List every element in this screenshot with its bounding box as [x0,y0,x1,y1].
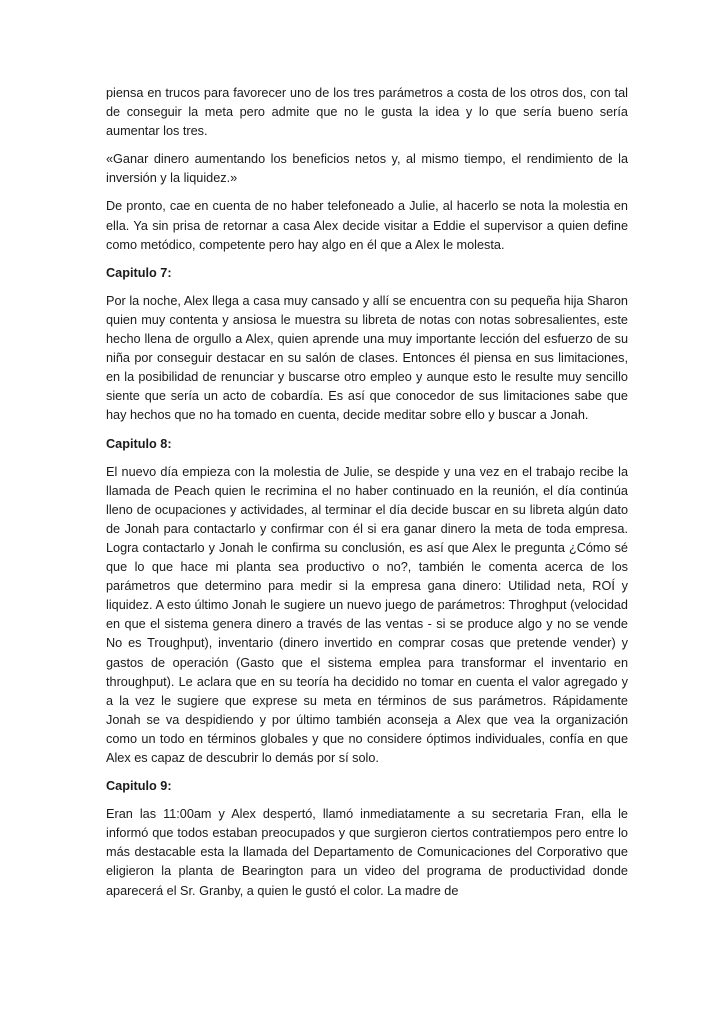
heading-capitulo-9: Capitulo 9: [106,779,172,794]
paragraph-quote-ganar-dinero: «Ganar dinero aumentando los beneficios netos y, al mismo tiempo, el rendimiento de la inversión y la liquidez.» [106,152,628,186]
heading-capitulo-8: Capitulo 8: [106,436,172,451]
document-page [106,84,628,910]
heading-capitulo-7: Capitulo 7: [106,265,172,280]
paragraph-capitulo-9: Eran las 11:00am y Alex despertó, llamó inmediatamente a su secretaria Fran, ella le informó que todos estaban preocupados y que surgieron ciertos contratiempos pero entre lo más destacable esta la llamada del Departamento de Comunicaciones del Corporativo que eligieron la planta de Bearington para un video del programa de productividad donde aparecerá el Sr. Granby, a quien le gustó el color. La madre de [106,807,628,898]
paragraph-trucos-parametros: piensa en trucos para favorecer uno de los tres parámetros a costa de los otros dos, con tal de conseguir la meta pero admite que no le gusta la idea y lo que sería bueno sería aumentar los tres. [106,86,628,139]
paragraph-capitulo-8: El nuevo día empieza con la molestia de Julie, se despide y una vez en el trabajo recibe la llamada de Peach quien le recrimina el no haber continuado en la reunión, el día continúa lleno de ocupaciones y actividades, al terminar el día decide buscar en su libreta algún dato de Jonah para contactarlo y confirmar con él si era ganar dinero la meta de toda empresa. Logra contactarlo y Jonah le confirma su conclusión, es así que Alex le pregunta ¿Cómo sé que lo que hace mi planta sea productivo o no?, también le comenta acerca de los parámetros que determino para medir si la empresa gana dinero: Utilidad neta, ROÍ y liquidez. A esto último Jonah le sugiere un nuevo juego de parámetros: Throghput (velocidad en que el sistema genera dinero a través de las ventas - si se produce algo y no se vende No es Troughput), inventario (dinero invertido en comprar cosas que pretende vender) y gastos de operación (Gasto que el sistema emplea para transformar el inventario en throughput). Le aclara que en su teoría ha decidido no tomar en cuenta el valor agregado y a la vez le sugiere que exprese su meta en términos de sus parámetros. Rápidamente Jonah se va despidiendo y por último también aconseja a Alex que vea la organización como un todo en términos globales y que no considere óptimos individuales, confía en que Alex es capaz de descubrir lo demás por sí solo. [106,464,628,765]
paragraph-telefonear-julie: De pronto, cae en cuenta de no haber telefoneado a Julie, al hacerlo se nota la molestia en ella. Ya sin prisa de retornar a casa Alex decide visitar a Eddie el supervisor a quien define como metódico, competente pero hay algo en él que a Alex le molesta. [106,199,628,252]
paragraph-capitulo-7: Por la noche, Alex llega a casa muy cansado y allí se encuentra con su pequeña hija Sharon quien muy contenta y ansiosa le muestra su libreta de notas con notas sobresalientes, este hecho llena de orgullo a Alex, quien aprende una muy importante lección del esfuerzo de su niña por conseguir destacar en su salón de clases. Entonces él piensa en sus limitaciones, en la posibilidad de renunciar y buscarse otro empleo y aunque esto le resulte muy sencillo siente que sería un acto de cobardía. Es así que conocedor de sus limitaciones sabe que hay hechos que no ha tomado en cuenta, decide meditar sobre ello y buscar a Jonah. [106,293,628,423]
